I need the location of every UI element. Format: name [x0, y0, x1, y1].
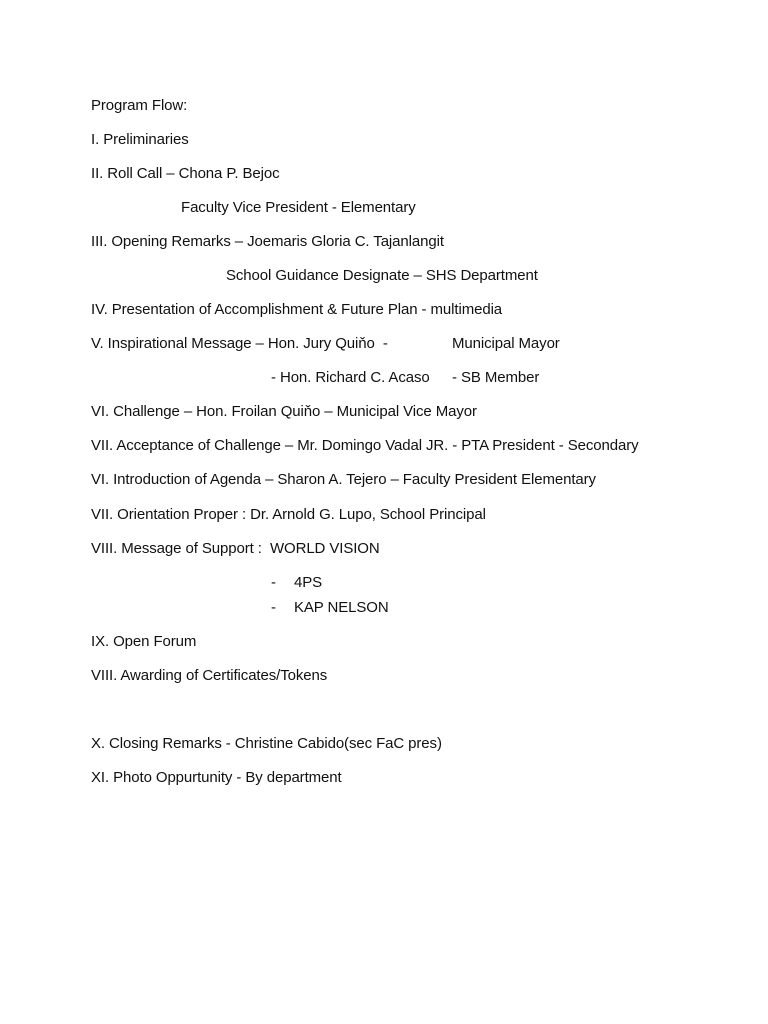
item-roll-call: II. Roll Call – Chona P. Bejoc: [91, 165, 280, 182]
support-bullet-dash: -: [271, 574, 276, 591]
item-opening-remarks-role: School Guidance Designate – SHS Department: [226, 267, 538, 284]
item-presentation: IV. Presentation of Accomplishment & Future Plan - multimedia: [91, 301, 503, 318]
item-challenge: VI. Challenge – Hon. Froilan Quiňo – Municipal Vice Mayor: [91, 403, 477, 420]
support-item-kap-nelson: KAP NELSON: [294, 599, 389, 616]
item-inspirational-role: Municipal Mayor: [452, 335, 560, 352]
item-agenda: VI. Introduction of Agenda – Sharon A. Tejero – Faculty President Elementary: [91, 471, 596, 488]
program-flow-title: Program Flow:: [91, 97, 188, 114]
item-preliminaries: I. Preliminaries: [91, 131, 189, 148]
item-opening-remarks: III. Opening Remarks – Joemaris Gloria C. Tajanlangit: [91, 233, 444, 250]
item-message-of-support: VIII. Message of Support : WORLD VISION: [91, 540, 380, 557]
item-awarding: VIII. Awarding of Certificates/Tokens: [91, 667, 328, 684]
item-roll-call-role: Faculty Vice President - Elementary: [181, 199, 416, 216]
item-photo-opportunity: XI. Photo Oppurtunity - By department: [91, 769, 342, 786]
item-open-forum: IX. Open Forum: [91, 633, 197, 650]
item-closing-remarks: X. Closing Remarks - Christine Cabido(sec FaC pres): [91, 735, 442, 752]
support-item-4ps: 4PS: [294, 574, 323, 591]
support-bullet-dash: -: [271, 599, 276, 616]
item-orientation: VII. Orientation Proper : Dr. Arnold G. Lupo, School Principal: [91, 506, 486, 523]
item-inspirational-message: V. Inspirational Message – Hon. Jury Quiňo -: [91, 335, 388, 352]
item-acceptance: VII. Acceptance of Challenge – Mr. Domingo Vadal JR. - PTA President - Secondary: [91, 437, 639, 454]
item-inspirational-second: - Hon. Richard C. Acaso: [271, 369, 430, 386]
item-inspirational-second-role: - SB Member: [452, 369, 540, 386]
